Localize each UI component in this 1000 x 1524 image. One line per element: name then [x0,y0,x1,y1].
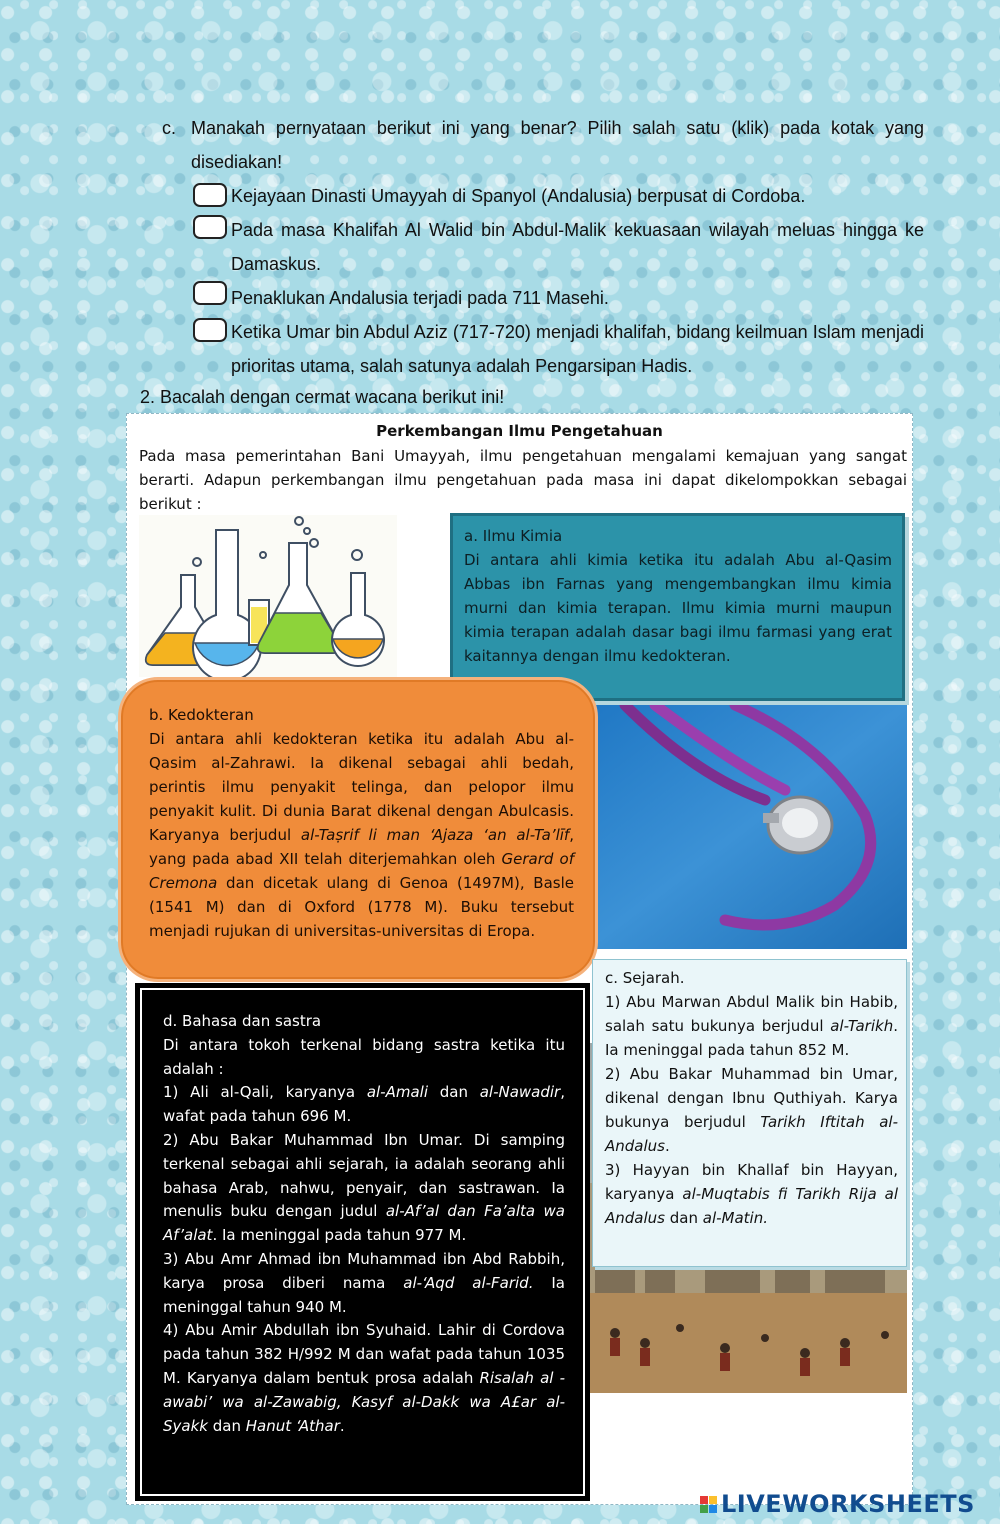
stethoscope-image [585,705,907,949]
kimia-heading: a. Ilmu Kimia [464,527,563,545]
chemistry-flasks-image [139,515,397,677]
reading-intro: Pada masa pemerintahan Bani Umayyah, ilmu pengetahuan mengalami kemajuan yang sangat berarti. Adapun perkembangan ilmu pengetahuan pada masa ini dapat dikelompokkan sebagai berikut : [139,447,907,513]
kedokteran-body: Di antara ahli kedokteran ketika itu adalah Abu al-Qasim al-Zahrawi. Ia dikenal sebagai ahli bedah, perintis ilmu penyakit telinga, dan pelopor ilmu penyakit kulit. Di dunia Barat dikenal dengan Abulcasis. Karyanya berjudul al-Taṣrif li man ‘Ajaza ‘an al-Ta’līf, yang pada abad XII telah diterjemahkan oleh Gerard of Cremona dan dicetak ulang di Genoa (1497M), Basle (1541 M) dan di Oxford (1778 M). Buku tersebut menjadi rujukan di universitas-universitas di Eropa. [149,730,574,940]
sejarah-heading: c. Sejarah. [605,969,685,987]
kedokteran-heading: b. Kedokteran [149,706,254,724]
liveworksheets-logo-text: LIVEWORKSHEETS [721,1490,975,1518]
bahasa-box [135,983,590,1501]
option-4-checkbox[interactable] [193,318,227,342]
bahasa-item-2: 2) Abu Bakar Muhammad Ibn Umar. Di samping terkenal sebagai ahli sejarah, ia adalah seorang ahli bahasa Arab, nahwu, penyair, dan sastrawan. Ia menulis buku dengan judul al-Af’al dan Fa’alta wa Af’alat. Ia meninggal pada tahun 977 M. [163,1130,565,1245]
sejarah-box [592,959,907,1267]
sejarah-item-1: 1) Abu Marwan Abdul Malik bin Habib, salah satu bukunya berjudul al-Tarikh. Ia meninggal pada tahun 852 M. [605,993,898,1059]
option-3-text: Penaklukan Andalusia terjadi pada 711 Masehi. [231,288,609,308]
option-2-text: Pada masa Khalifah Al Walid bin Abdul-Malik kekuasaan wilayah meluas hingga ke Damaskus. [231,220,924,274]
question-2-label: 2. Bacalah dengan cermat wacana berikut ini! [140,387,505,407]
liveworksheets-logo[interactable] [700,1489,975,1519]
sejarah-item-2: 2) Abu Bakar Muhammad bin Umar, dikenal dengan Ibnu Quthiyah. Karya bukunya berjudul Tarikh Iftitah al-Andalus. [605,1065,898,1155]
option-4-text: Ketika Umar bin Abdul Aziz (717-720) menjadi khalifah, bidang keilmuan Islam menjadi prioritas utama, salah satunya adalah Pengarsipan Hadis. [231,322,924,376]
kimia-box [450,513,905,701]
bahasa-item-4: 4) Abu Amir Abdullah ibn Syuhaid. Lahir di Cordova pada tahun 382 H/992 M dan wafat pada tahun 1035 M. Karyanya dalam bentuk prosa adalah Risalah al -awabi’ wa al-Zawabig, Kasyf al-Dakk wa A£ar al-Syakk dan Hanut ‘Athar. [163,1321,565,1435]
bahasa-heading: d. Bahasa dan sastra [163,1012,322,1030]
question-c-prompt: Manakah pernyataan berikut ini yang benar? Pilih salah satu (klik) pada kotak yang disediakan! [191,118,924,172]
sejarah-item-3: 3) Hayyan bin Khallaf bin Hayyan, karyanya al-Muqtabis fi Tarikh Rija al Andalus dan al-Matin. [605,1161,898,1227]
bahasa-item-1: 1) Ali al-Qali, karyanya al-Amali dan al-Nawadir, wafat pada tahun 696 M. [163,1083,565,1126]
bahasa-item-3: 3) Abu Amr Ahmad ibn Muhammad ibn Abd Rabbih, karya prosa diberi nama al-‘Aqd al-Farid. Ia meninggal tahun 940 M. [163,1249,565,1316]
kedokteran-box [118,677,598,982]
bahasa-box-frame [140,988,585,1496]
question-c-label: c. [162,118,177,138]
option-1-text: Kejayaan Dinasti Umayyah di Spanyol (Andalusia) berpusat di Cordoba. [231,186,806,206]
option-2-checkbox[interactable] [193,215,227,239]
kimia-body: Di antara ahli kimia ketika itu adalah Abu al-Qasim Abbas ibn Farnas yang mengembangkan ilmu kimia murni dan kimia terapan. Ilmu kimia murni maupun kimia terapan adalah dasar bagi ilmu farmasi yang erat kaitannya dengan ilmu kedokteran. [464,551,892,665]
liveworksheets-logo-icon [700,1496,717,1513]
bahasa-intro: Di antara tokoh terkenal bidang sastra ketika itu adalah : [163,1035,565,1078]
option-1-checkbox[interactable] [193,183,227,207]
option-3-checkbox[interactable] [193,281,227,305]
reading-title: Perkembangan Ilmu Pengetahuan [376,422,663,440]
